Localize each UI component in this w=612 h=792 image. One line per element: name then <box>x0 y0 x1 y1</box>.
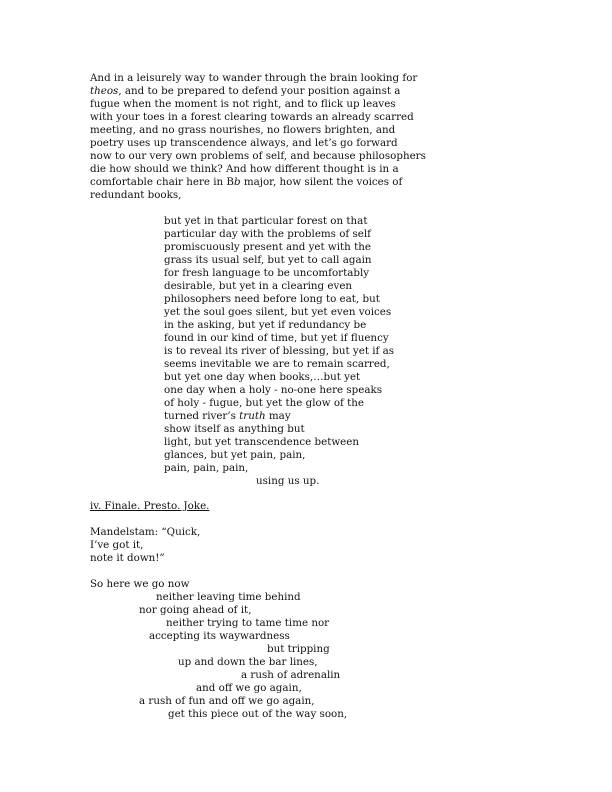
verse-line: philosophers need before long to eat, but <box>164 293 380 305</box>
verse-line: desirable, but yet in a clearing even <box>164 280 353 292</box>
quote-line: note it down!” <box>90 552 165 564</box>
finale-line: So here we go now <box>90 578 190 590</box>
verse-line: is to reveal its river of blessing, but yet if as <box>164 345 395 357</box>
quote-line: I’ve got it, <box>90 539 144 551</box>
finale-line: up and down the bar lines, <box>178 656 318 668</box>
prose-line: die how should we think? And how different thought is in a <box>90 163 399 175</box>
italic-word: truth <box>239 410 266 422</box>
verse-line: yet the soul goes silent, but yet even voices <box>164 306 392 318</box>
prose-line: with your toes in a forest clearing towards an already scarred <box>90 111 414 123</box>
verse-line: in the asking, but yet if redundancy be <box>164 319 367 331</box>
finale-line: get this piece out of the way soon, <box>168 708 348 720</box>
prose-line: comfortable chair here in Bb major, how silent the voices of <box>90 176 403 188</box>
finale-line: and off we go again, <box>196 682 302 694</box>
prose-line: fugue when the moment is not right, and to flick up leaves <box>90 98 396 110</box>
verse-line: but yet in that particular forest on that <box>164 215 368 227</box>
italic-word: theos <box>90 85 119 97</box>
verse-line: promiscuously present and yet with the <box>164 241 371 253</box>
verse-line: show itself as anything but <box>164 423 305 435</box>
prose-line: now to our very own problems of self, and because philosophers <box>90 150 426 162</box>
verse-line: particular day with the problems of self <box>164 228 371 240</box>
section-heading: iv. Finale. Presto. Joke. <box>90 500 210 512</box>
verse-line: found in our kind of time, but yet if fluency <box>164 332 389 344</box>
verse-line: of holy - fugue, but yet the glow of the <box>164 397 364 409</box>
finale-line: a rush of fun and off we go again, <box>139 695 315 707</box>
finale-line: but tripping <box>267 643 330 655</box>
finale-line: nor going ahead of it, <box>139 604 252 616</box>
verse-line: turned river’s truth may <box>164 410 291 422</box>
finale-line: accepting its waywardness <box>149 630 290 642</box>
italic-flat-sign: b <box>234 176 241 188</box>
verse-line: light, but yet transcendence between <box>164 436 359 448</box>
verse-line: but yet one day when books,…but yet <box>164 371 361 383</box>
verse-line-end: using us up. <box>256 475 320 487</box>
verse-line: grass its usual self, but yet to call again <box>164 254 372 266</box>
verse-line: for fresh language to be uncomfortably <box>164 267 370 279</box>
verse-line: one day when a holy - no-one here speaks <box>164 384 382 396</box>
finale-line: neither leaving time behind <box>156 591 301 603</box>
quote-line: Mandelstam: “Quick, <box>90 526 201 538</box>
prose-line: meeting, and no grass nourishes, no flowers brighten, and <box>90 124 396 136</box>
verse-line: seems inevitable we are to remain scarred, <box>164 358 390 370</box>
finale-line: a rush of adrenalin <box>241 669 341 681</box>
prose-line: redundant books, <box>90 189 182 201</box>
verse-line: glances, but yet pain, pain, <box>164 449 306 461</box>
verse-line: pain, pain, pain, <box>164 462 249 474</box>
prose-line: And in a leisurely way to wander through the brain looking for <box>90 72 418 84</box>
prose-line: poetry uses up transcendence always, and let’s go forward <box>90 137 398 149</box>
prose-line: theos, and to be prepared to defend your position against a <box>90 85 401 97</box>
finale-line: neither trying to tame time nor <box>166 617 330 629</box>
